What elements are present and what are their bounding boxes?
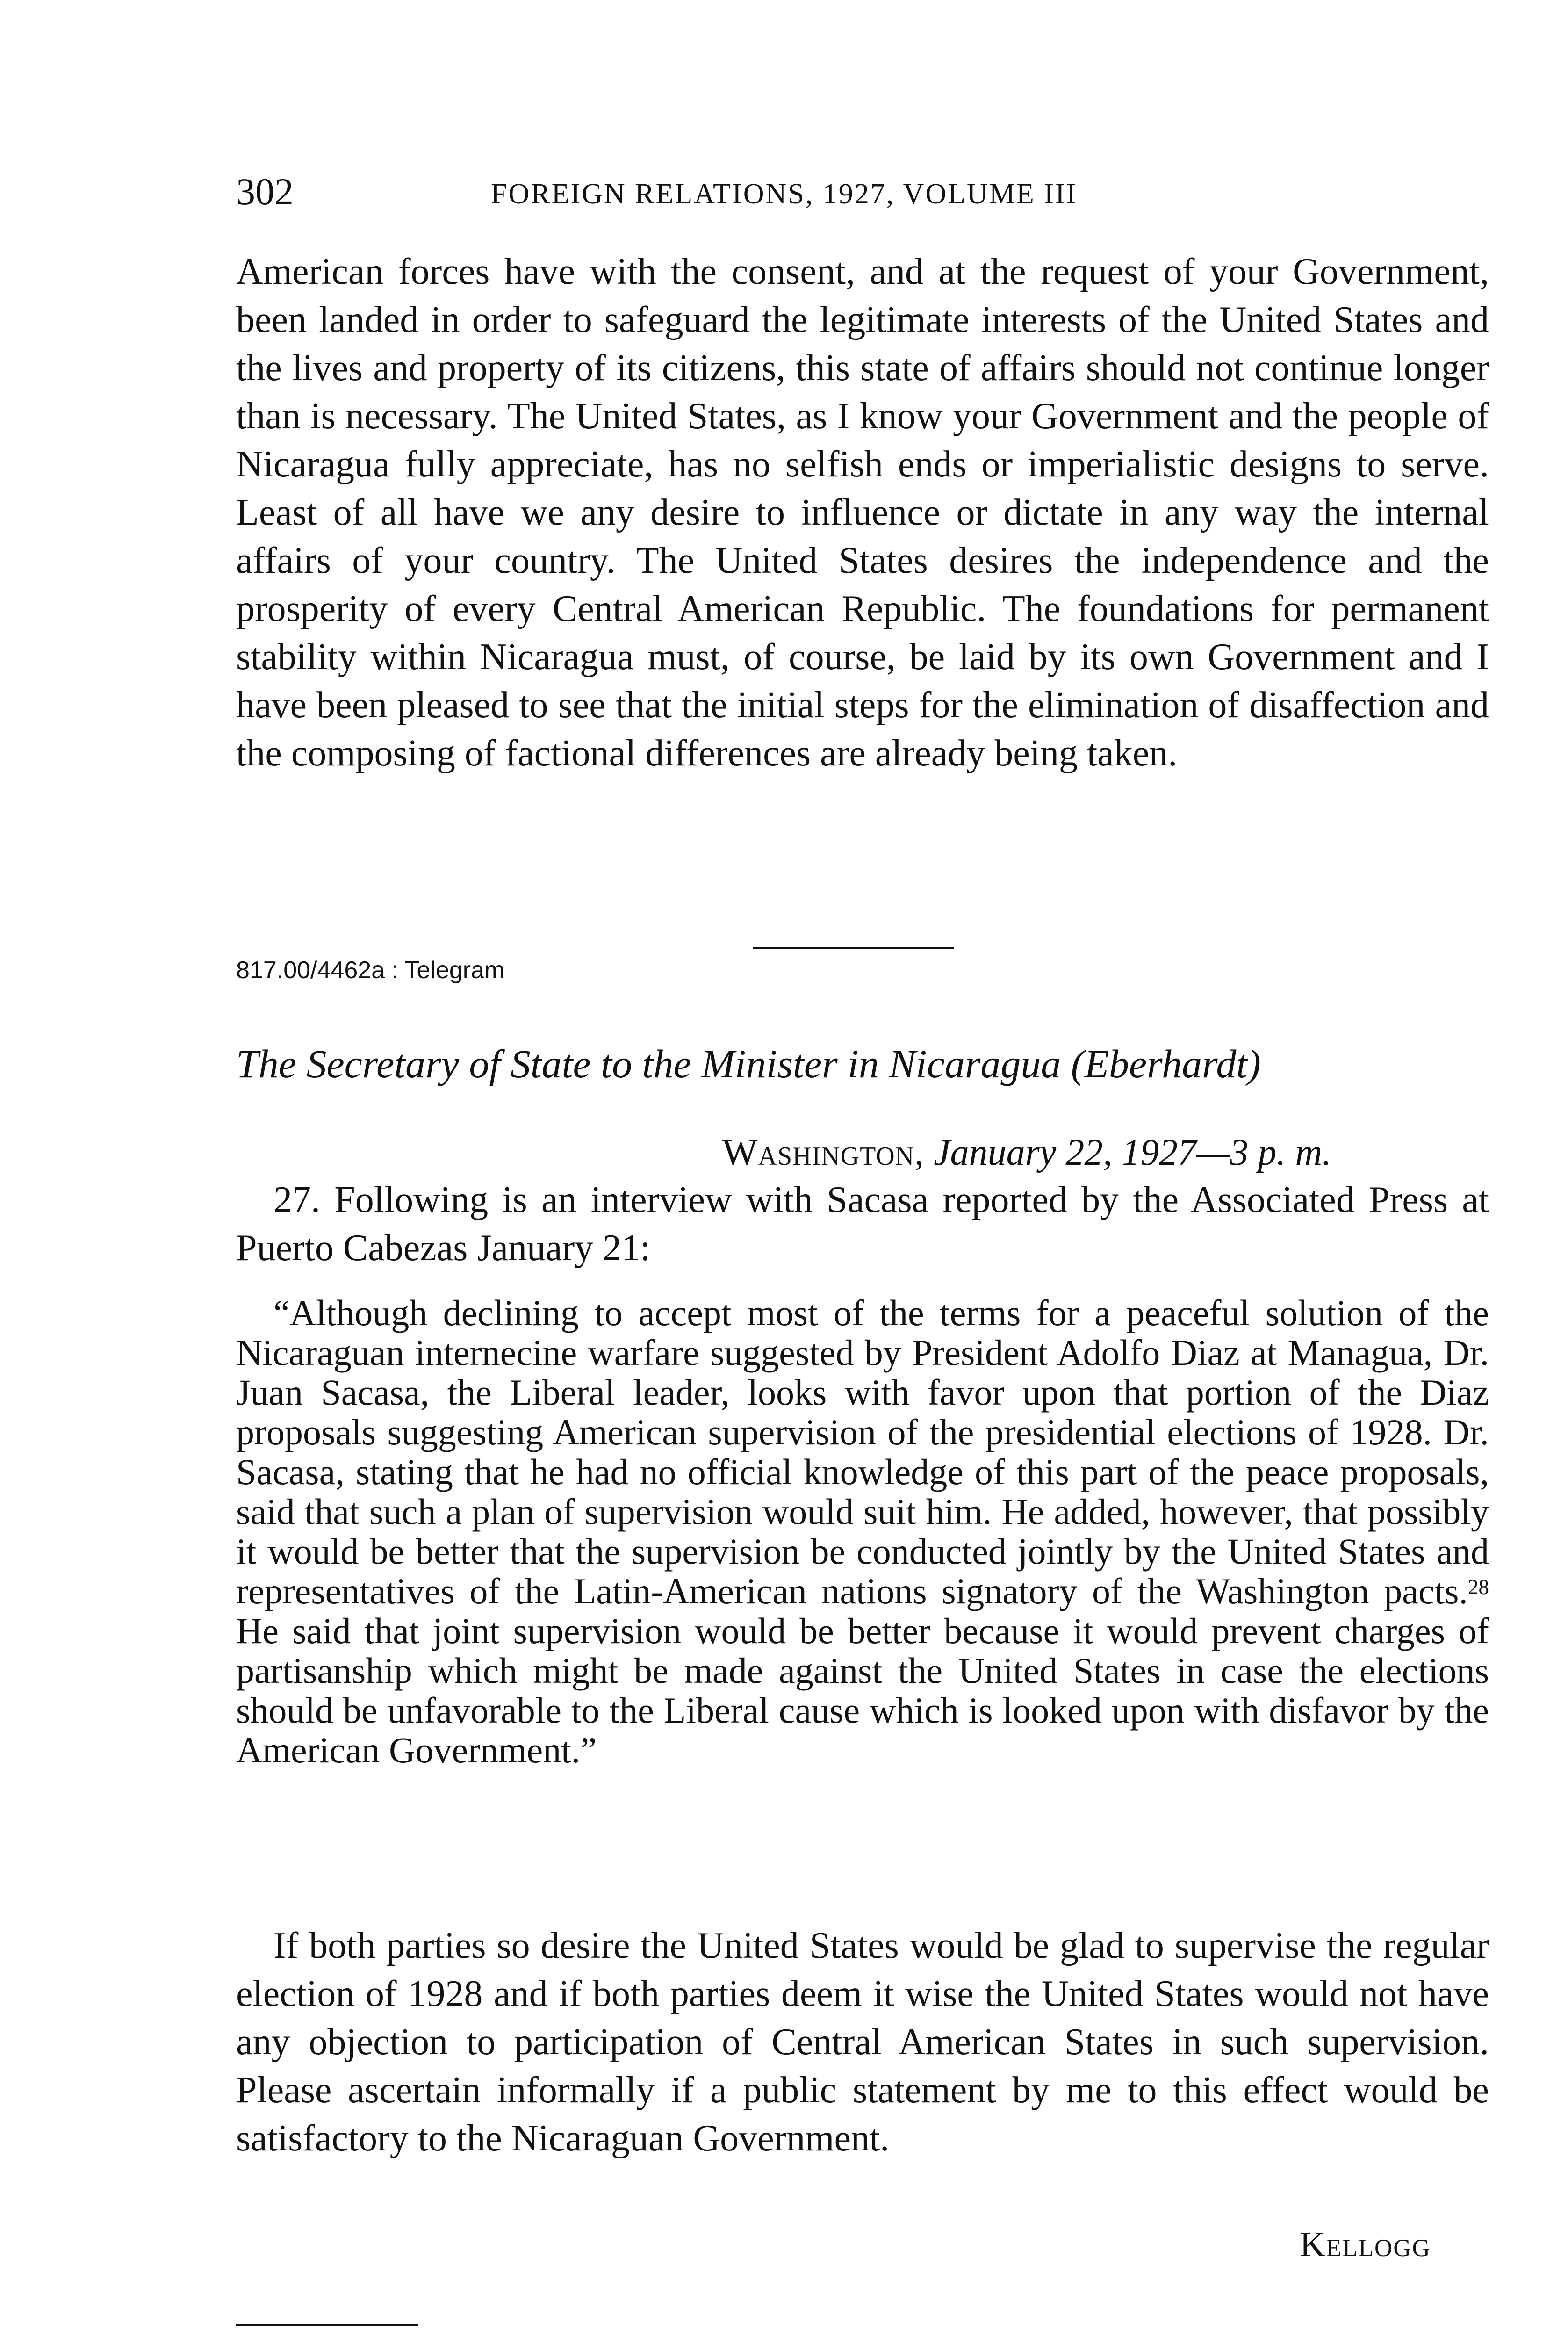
continuation-paragraph: American forces have with the consent, and at the request of your Government, been landed in order to safeguard the legitimate interests of the United States and the lives and property of its citizens, this state of affairs should not continue longer than is necessary. The United States, as I know your Government and the people of Nicaragua fully appreciate, has no selfish ends or imperialistic designs to serve. Least of all have we any desire to influence or dictate in any way the internal affairs of your country. The United States desires the independence and the prosperity of every Central American Republic. The foundations for permanent stability within Nicaragua must, of course, be laid by its own Government and I have been pleased to see that the initial steps for the elimination of disaffection and the composing of factional differences are already being taken.	[236, 251, 1489, 774]
running-head: FOREIGN RELATIONS, 1927, VOLUME III	[491, 178, 1078, 210]
quote-text-part-2: He said that joint supervision would be better because it would prevent charges of partisanship which might be made against the United States in case the elections should be unfavorable to the Liberal cause which is looked upon with disfavor by the American Government.”	[236, 1610, 1489, 1770]
quoted-interview	[236, 1293, 1489, 1770]
document-title: The Secretary of State to the Minister in Nicaragua (Eberhardt)	[236, 1041, 1261, 1086]
page-number: 302	[236, 170, 294, 213]
dateline	[722, 1129, 1331, 1176]
telegram-opening: 27. Following is an interview with Sacasa reported by the Associated Press at Puerto Cabezas January 21:	[236, 1179, 1489, 1269]
signature: Kellogg	[1300, 2225, 1431, 2264]
quote-text-part-1: “Although declining to accept most of the terms for a peaceful solution of the Nicaraguan internecine warfare suggested by President Adolfo Diaz at Managua, Dr. Juan Sacasa, the Liberal leader, looks with favor upon that portion of the Diaz proposals suggesting American supervision of the presidential elections of 1928. Dr. Sacasa, stating that he had no official knowledge of this part of the peace proposals, said that such a plan of supervision would suit him. He added, however, that possibly it would be better that the supervision be conducted jointly by the United States and representatives of the Latin-American nations signatory of the Washington pacts.	[236, 1292, 1489, 1611]
page-header	[236, 168, 1489, 220]
dateline-place: Washington,	[722, 1132, 925, 1173]
section-divider	[753, 947, 954, 949]
file-number: 817.00/4462a : Telegram	[236, 957, 505, 984]
closing-paragraph: If both parties so desire the United States would be glad to supervise the regular election of 1928 and if both parties deem it wise the United States would not have any objection to participation of Central American States in such supervision. Please ascertain informally if a public statement by me to this effect would be satisfactory to the Nicaraguan Government.	[236, 1925, 1489, 2159]
footnote-divider	[236, 2324, 418, 2326]
footnote-reference: 28	[1468, 1575, 1489, 1599]
dateline-date: January 22, 1927—3 p. m.	[934, 1132, 1332, 1173]
